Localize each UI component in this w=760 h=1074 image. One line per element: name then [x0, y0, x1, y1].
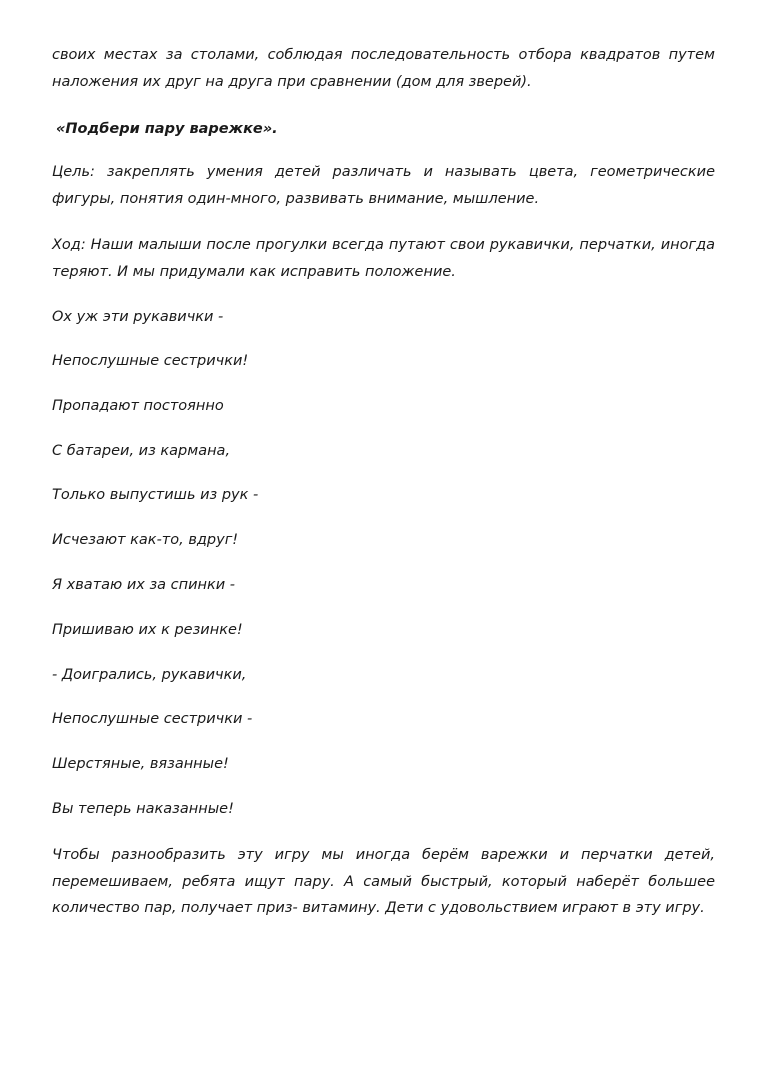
intro-paragraph-block — [52, 42, 715, 95]
poem-line: Вы теперь наказанные! — [52, 801, 234, 817]
procedure-paragraph-block — [52, 232, 715, 285]
procedure-paragraph: Ход: Наши малыши после прогулки всегда путают свои рукавички, перчатки, иногда теряют. И мы придумали как исправить положение. — [52, 237, 715, 280]
poem-line: - Доигрались, рукавички, — [52, 667, 247, 683]
poem-line: Шерстяные, вязанные! — [52, 756, 229, 772]
poem-line: Пришиваю их к резинке! — [52, 622, 243, 638]
poem-line: Непослушные сестрички! — [52, 353, 249, 369]
game-title: «Подбери пару варежке». — [56, 121, 278, 137]
closing-paragraph: Чтобы разнообразить эту игру мы иногда берём варежки и перчатки детей, перемешиваем, ребята ищут пару. А самый быстрый, который наберёт большее количество пар, получает приз- витамину. Дети с удовольствием играют в эту игру. — [52, 847, 715, 916]
goal-paragraph: Цель: закреплять умения детей различать и называть цвета, геометрические фигуры, понятия один-много, развивать внимание, мышление. — [52, 164, 715, 207]
game-title-block — [52, 116, 715, 142]
goal-paragraph-block — [52, 159, 715, 212]
poem-line: Исчезают как-то, вдруг! — [52, 532, 239, 548]
poem-line: Ох уж эти рукавички - — [52, 309, 224, 325]
poem-line: Только выпустишь из рук - — [52, 487, 259, 503]
poem-line: С батареи, из кармана, — [52, 443, 231, 459]
poem-line: Непослушные сестрички - — [52, 711, 253, 727]
closing-paragraph-block — [52, 842, 715, 922]
intro-paragraph: своих местах за столами, соблюдая последовательность отбора квадратов путем наложения их друг на друга при сравнении (дом для зверей). — [52, 47, 715, 90]
poem-line: Пропадают постоянно — [52, 398, 224, 414]
poem-line: Я хватаю их за спинки - — [52, 577, 236, 593]
